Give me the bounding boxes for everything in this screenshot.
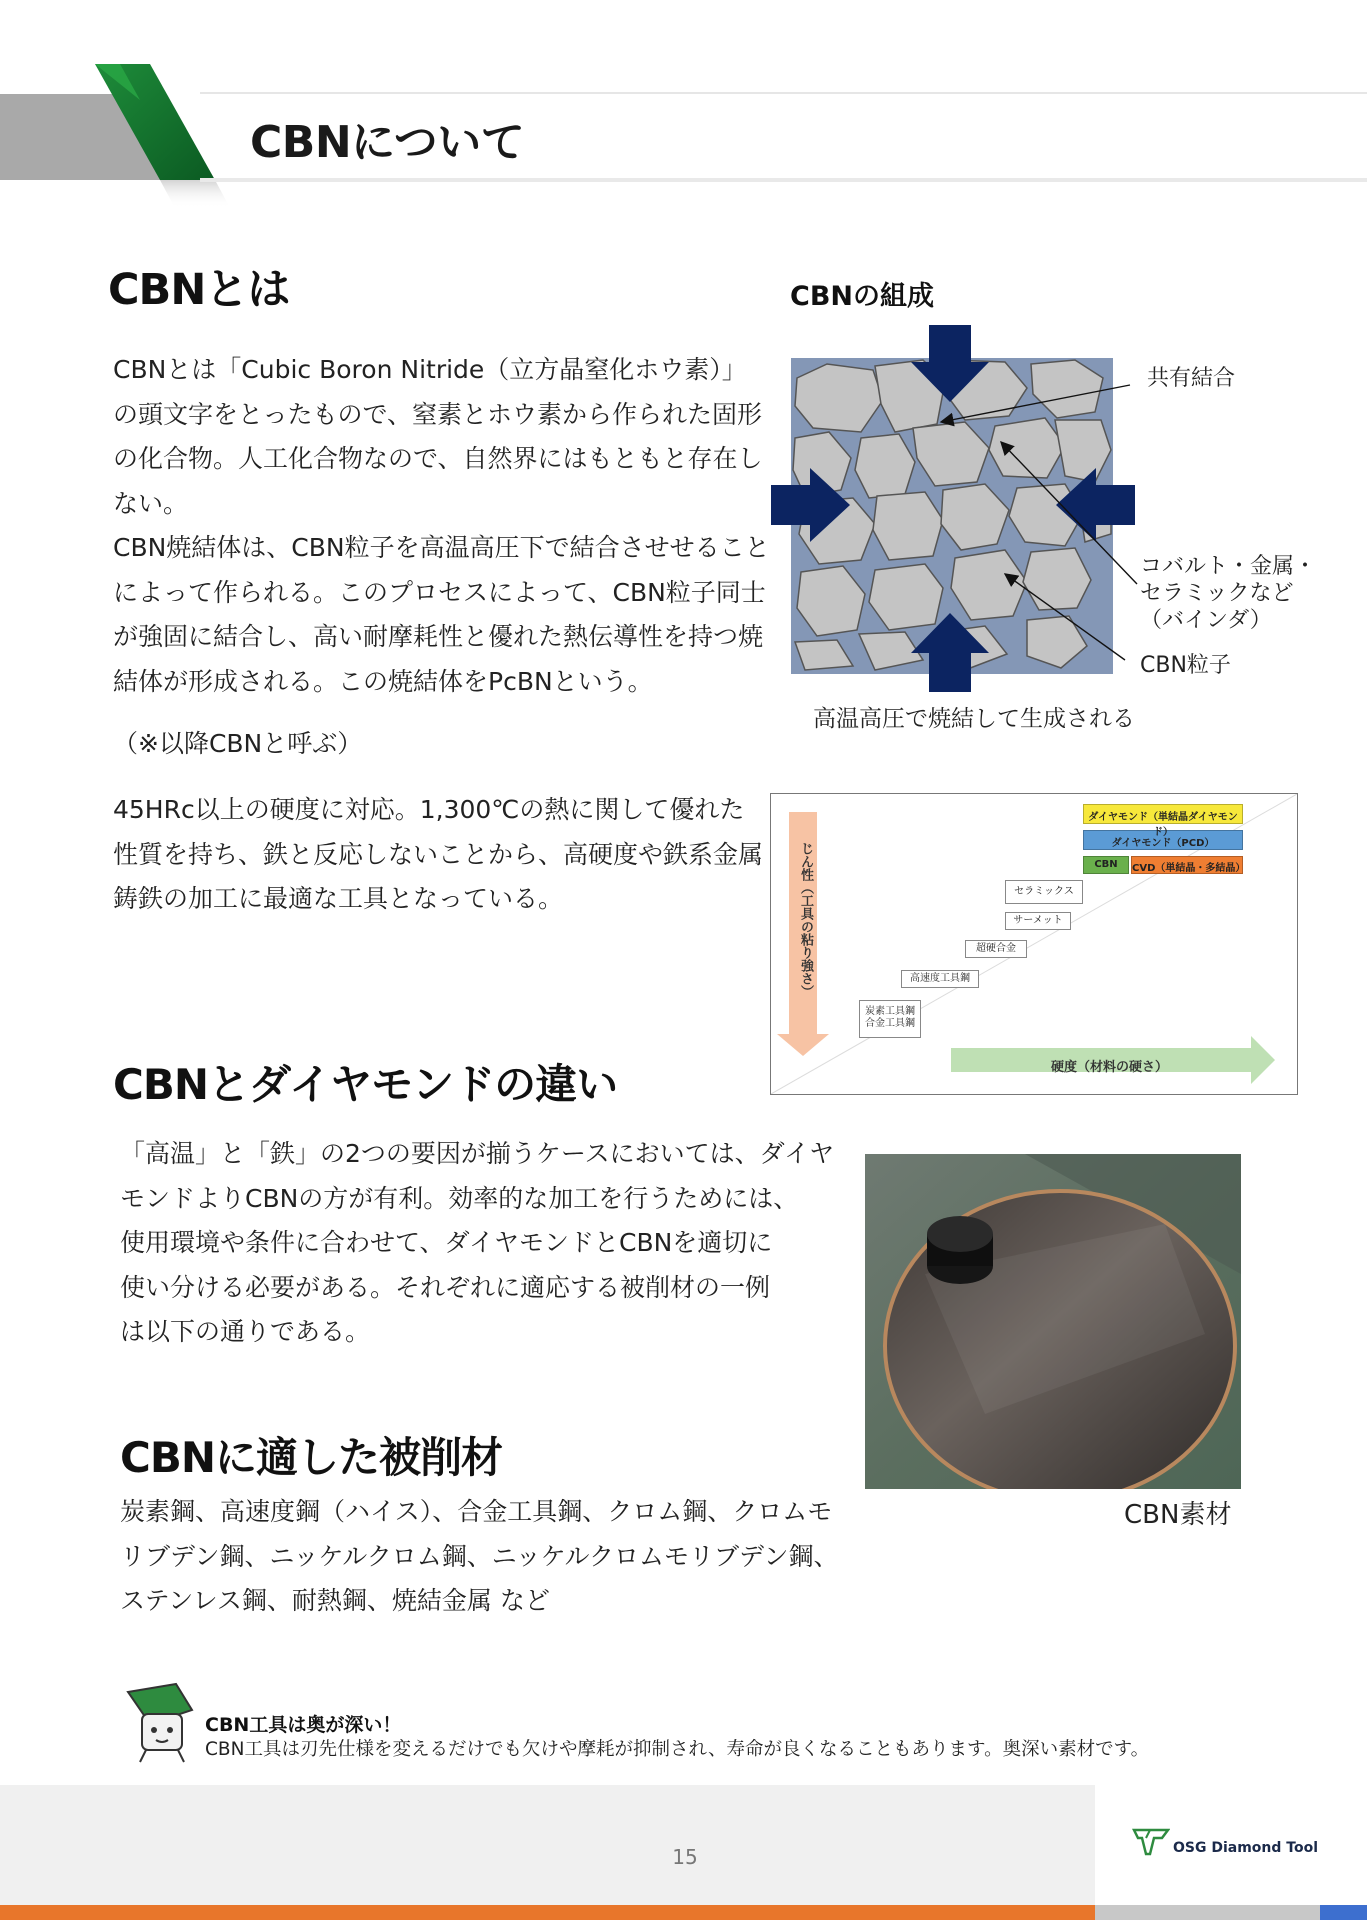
label-binder-line: コバルト・金属・	[1140, 554, 1317, 579]
material-ceramics: セラミックス	[1005, 880, 1083, 904]
body-line: の頭文字をとったもので、窒素とホウ素から作られた固形	[113, 399, 763, 429]
body-line: 使用環境や条件に合わせて、ダイヤモンドとCBNを適切に	[120, 1228, 773, 1257]
cbn-composition-diagram	[765, 320, 1145, 695]
page-title: CBNについて	[250, 117, 525, 168]
section3-body	[120, 1490, 839, 1624]
photo-caption: CBN素材	[1124, 1500, 1232, 1530]
header-rule-bottom	[200, 178, 1367, 182]
body-line: 性質を持ち、鉄と反応しないことから、高硬度や鉄系金属	[113, 839, 764, 869]
osg-logo-icon	[1132, 1828, 1170, 1856]
body-line: CBN焼結体は、CBN粒子を高温高圧下で結合させせること	[113, 533, 770, 562]
body-line: ない。	[113, 488, 189, 518]
hardness-axis-label: 硬度（材料の硬さ）	[1051, 1060, 1169, 1075]
label-binder	[1140, 553, 1316, 634]
body-line: の化合物。人工化合物なので、自然界にはもともと存在し	[113, 444, 763, 473]
body-line: 結体が形成される。この焼結体をPcBNという。	[113, 666, 653, 696]
header-band	[0, 60, 260, 210]
body-line: モンドよりCBNの方が有利。効率的な加工を行うためには、	[120, 1183, 799, 1213]
label-binder-line: （バインダ）	[1140, 608, 1272, 633]
body-line: 鋳鉄の加工に最適な工具となっている。	[113, 884, 564, 913]
brand-name: OSG Diamond Tool	[1173, 1840, 1319, 1856]
section-heading-what-is-cbn: CBNとは	[108, 265, 290, 315]
tip-title: CBN工具は奥が深い！	[205, 1714, 402, 1736]
body-line: CBNとは「Cubic Boron Nitride（立方晶窒化ホウ素）」	[113, 355, 747, 384]
footer-accent-orange	[0, 1905, 1095, 1920]
body-line: リブデン鋼、ニッケルクロム鋼、ニッケルクロムモリブデン鋼、	[120, 1541, 839, 1571]
section-heading-suitable-materials: CBNに適した被削材	[120, 1433, 502, 1482]
tip-text: CBN工具は刃先仕様を変えるだけでも欠けや摩耗が抑制され、寿命が良くなることもあります。奥深い素材です。	[205, 1739, 1150, 1760]
material-single-crystal-diamond: ダイヤモンド（単結晶ダイヤモンド）	[1083, 804, 1243, 824]
header-rule-top	[200, 92, 1367, 94]
body-line: 「高温」と「鉄」の2つの要因が揃うケースにおいては、ダイヤ	[120, 1139, 835, 1168]
cbn-material-photo	[865, 1154, 1241, 1489]
section1-body-2	[113, 788, 763, 922]
section1-body	[113, 348, 770, 704]
composition-caption: 高温高圧で焼結して生成される	[813, 706, 1135, 732]
cbn-disc-image	[865, 1154, 1241, 1489]
material-label: 炭素工具鋼	[865, 1006, 915, 1017]
footer-accent-blue	[1320, 1905, 1367, 1920]
material-pcd: ダイヤモンド（PCD）	[1083, 830, 1243, 850]
material-tool-steel	[859, 1000, 921, 1038]
footer-accent-gray	[1095, 1905, 1320, 1920]
composition-figure-title: CBNの組成	[790, 281, 934, 312]
body-line: 45HRc以上の硬度に対応。1,300℃の熱に関して優れた	[113, 795, 745, 824]
section1-note: （※以降CBNと呼ぶ）	[113, 729, 363, 758]
section2-body	[120, 1132, 834, 1355]
hardness-toughness-chart	[770, 793, 1298, 1095]
body-line: は以下の通りである。	[120, 1317, 371, 1346]
material-cemented-carbide: 超硬合金	[965, 940, 1027, 958]
section-heading-cbn-vs-diamond: CBNとダイヤモンドの違い	[113, 1060, 618, 1109]
body-line: ステンレス鋼、耐熱鋼、焼結金属 など	[120, 1586, 550, 1615]
body-line: によって作られる。このプロセスによって、CBN粒子同士	[113, 577, 766, 607]
material-label: 合金工具鋼	[865, 1017, 915, 1029]
label-cbn-particle: CBN粒子	[1140, 653, 1231, 678]
footer-band	[0, 1785, 1095, 1905]
mascot-icon	[120, 1680, 200, 1766]
body-line: 炭素鋼、高速度鋼（ハイス）、合金工具鋼、クロム鋼、クロムモ	[120, 1497, 833, 1526]
material-high-speed-steel: 高速度工具鋼	[901, 970, 979, 988]
label-binder-line: セラミックなど	[1140, 581, 1294, 606]
toughness-axis-label: じん性（工具の粘り強さ）	[798, 842, 813, 998]
label-covalent-bond: 共有結合	[1147, 366, 1236, 391]
material-cbn: CBN	[1083, 856, 1129, 874]
body-line: 使い分ける必要がある。それぞれに適応する被削材の一例	[120, 1272, 771, 1302]
body-line: が強固に結合し、高い耐摩耗性と優れた熱伝導性を持つ焼	[113, 622, 764, 651]
material-cermet: サーメット	[1005, 912, 1071, 930]
material-cvd: CVD（単結晶・多結晶）	[1131, 856, 1243, 874]
page-number: 15	[672, 1845, 698, 1869]
